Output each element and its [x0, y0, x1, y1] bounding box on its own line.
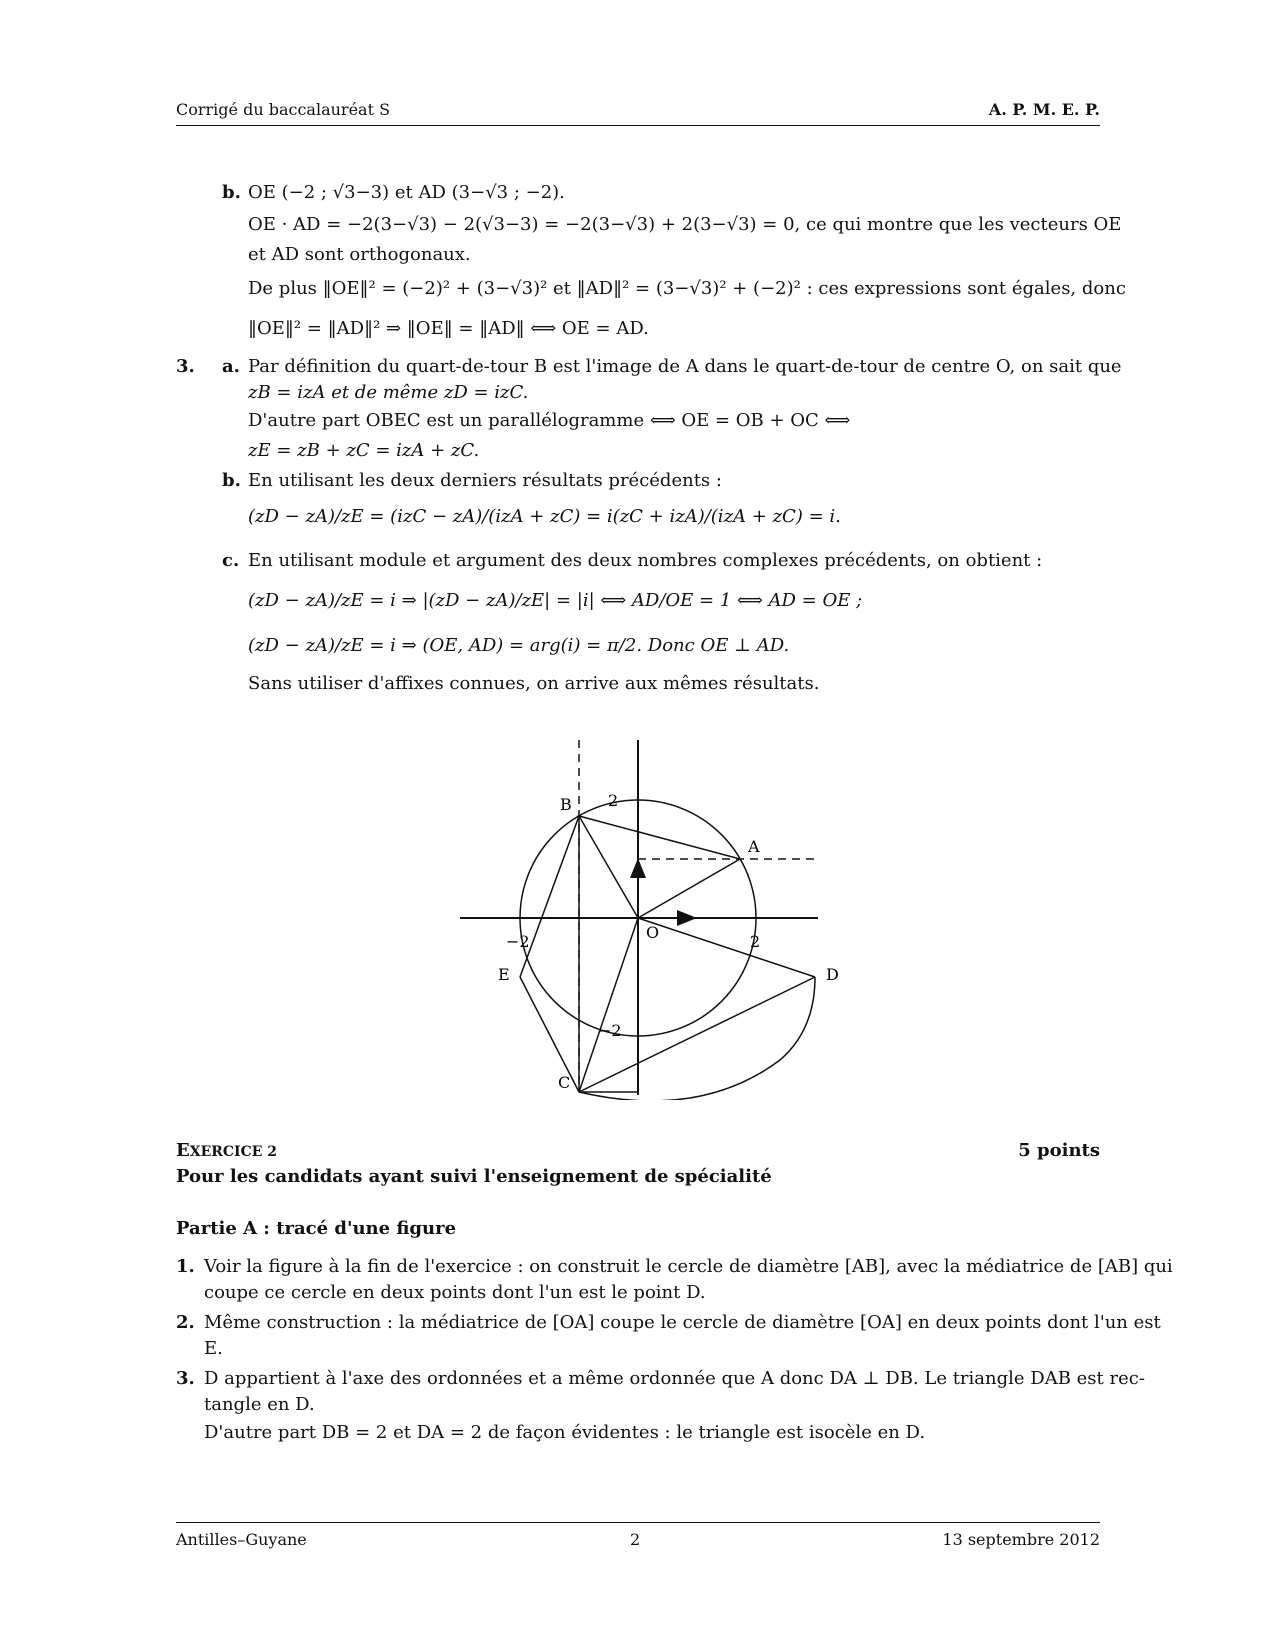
label-C: C [558, 1073, 571, 1092]
part-a-title: Partie A : tracé d'une figure [176, 1218, 457, 1239]
q2b-line5: ‖OE‖² = ‖AD‖² ⇒ ‖OE‖ = ‖AD‖ ⟺ OE = AD. [248, 318, 649, 339]
q3a-line3: D'autre part OBEC est un parallélogramme ⟺ OE = OB + OC ⟺ [248, 410, 851, 431]
ex2-item3-line1: D appartient à l'axe des ordonnées et a même ordonnée que A donc DA ⊥ DB. Le triangle DAB est rec- [204, 1368, 1145, 1389]
segment-co [579, 918, 638, 1092]
ex2-item1-line2: coupe ce cercle en deux points dont l'un est le point D. [204, 1282, 706, 1303]
q3-number: 3. [176, 356, 195, 377]
footer-rule [176, 1522, 1100, 1523]
footer-right: 13 septembre 2012 [942, 1530, 1100, 1549]
exercise2-subtitle: Pour les candidats ayant suivi l'enseignement de spécialité [176, 1166, 772, 1187]
footer-left: Antilles–Guyane [176, 1530, 307, 1549]
header-right: A. P. M. E. P. [988, 100, 1100, 119]
ex2-item3-number: 3. [176, 1368, 195, 1389]
exercise2-points: 5 points [1018, 1140, 1100, 1161]
q3b-line2: (zD − zA)/zE = (izC − zA)/(izA + zC) = i(zC + izA)/(izA + zC) = i. [248, 506, 841, 527]
q2b-line1: OE (−2 ; √3−3) et AD (3−√3 ; −2). [248, 182, 565, 203]
q2b-label: b. [222, 182, 241, 203]
q3b-label: b. [222, 470, 241, 491]
ex2-item1-number: 1. [176, 1256, 195, 1277]
segment-od [638, 918, 815, 977]
label-tick-x-pos: 2 [750, 932, 761, 951]
q3b-line1: En utilisant les deux derniers résultats précédents : [248, 470, 722, 491]
q3a-label: a. [222, 356, 240, 377]
ex2-item2-number: 2. [176, 1312, 195, 1333]
label-O: O [646, 923, 660, 942]
q3c-line1: En utilisant module et argument des deux nombres complexes précédents, on obtient : [248, 550, 1043, 571]
exercise2-title-first: E [176, 1140, 190, 1161]
q3c-label: c. [222, 550, 240, 571]
label-tick-y-neg: −2 [598, 1021, 622, 1040]
footer-page-number: 2 [630, 1530, 641, 1549]
q2b-line4: De plus ‖OE‖² = (−2)² + (3−√3)² et ‖AD‖² = (3−√3)² + (−2)² : ces expressions sont égales, donc [248, 278, 1126, 299]
q3c-line3: (zD − zA)/zE = i ⇒ (OE, AD) = arg(i) = π/2. Donc OE ⊥ AD. [248, 635, 790, 656]
ex2-item2-line1: Même construction : la médiatrice de [OA] coupe le cercle de diamètre [OA] en deux points dont l'un est [204, 1312, 1161, 1333]
q2b-line2: OE · AD = −2(3−√3) − 2(√3−3) = −2(3−√3) + 2(3−√3) = 0, ce qui montre que les vecteurs OE [248, 214, 1122, 235]
label-D: D [826, 965, 839, 984]
ex2-item3-line2: tangle en D. [204, 1394, 315, 1415]
ex2-item3-line3: D'autre part DB = 2 et DA = 2 de façon évidentes : le triangle est isocèle en D. [204, 1422, 926, 1443]
triangle-oab [579, 816, 740, 918]
label-E: E [498, 965, 510, 984]
q3c-line4: Sans utiliser d'affixes connues, on arrive aux mêmes résultats. [248, 673, 820, 694]
label-A: A [748, 837, 760, 856]
geometry-figure [440, 720, 840, 1100]
q3a-line4: zE = zB + zC = izA + zC. [248, 440, 480, 461]
label-tick-y-pos: 2 [608, 791, 619, 810]
label-tick-x-neg: −2 [506, 932, 530, 951]
exercise2-title [176, 1140, 277, 1161]
q3a-line2: zB = izA et de même zD = izC. [248, 382, 529, 403]
exercise2-title-rest: XERCICE 2 [189, 1144, 278, 1160]
header-left: Corrigé du baccalauréat S [176, 100, 391, 119]
ex2-item2-line2: E. [204, 1338, 223, 1359]
q3a-line1: Par définition du quart-de-tour B est l'image de A dans le quart-de-tour de centre O, on sait que [248, 356, 1122, 377]
q3c-line2: (zD − zA)/zE = i ⇒ |(zD − zA)/zE| = |i| ⟺ AD/OE = 1 ⟺ AD = OE ; [248, 590, 863, 611]
ex2-item1-line1: Voir la figure à la fin de l'exercice : on construit le cercle de diamètre [AB], avec la médiatrice de [AB] qui [204, 1256, 1173, 1277]
header-rule [176, 125, 1100, 126]
label-B: B [560, 795, 572, 814]
q2b-line3: et AD sont orthogonaux. [248, 244, 471, 265]
